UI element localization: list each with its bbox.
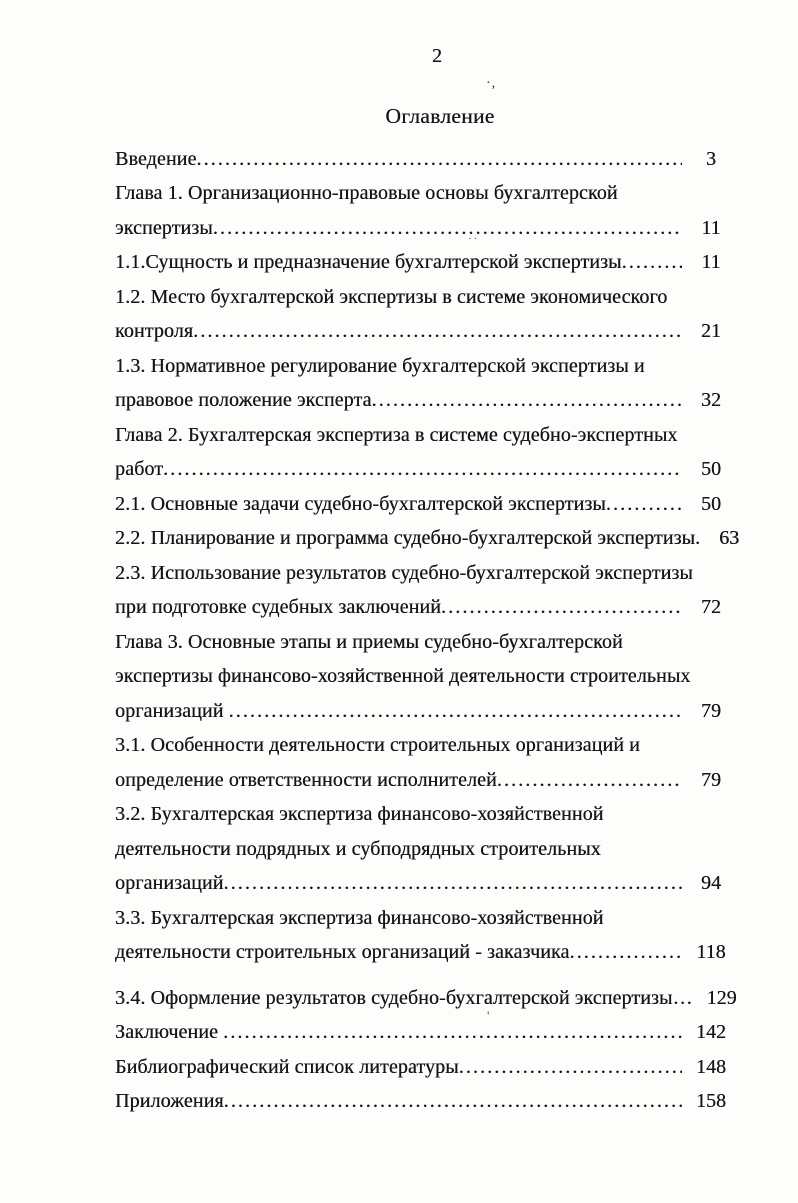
toc-entry-text: 1.2. Место бухгалтерской экспертизы в системе экономического: [115, 285, 668, 308]
toc-entry-text: правовое положение эксперта: [115, 389, 372, 411]
toc-entry-text: контроля: [115, 320, 194, 342]
toc-entry-page: 11: [701, 251, 721, 273]
toc-entry-page: 21: [701, 320, 721, 342]
toc-row: [115, 763, 740, 798]
toc-row: [115, 590, 740, 625]
toc-entry-page: 63: [719, 527, 740, 549]
toc-entry-text: при подготовке судебных заключений: [115, 596, 441, 618]
dot-leader: [229, 694, 682, 729]
toc-row: [115, 452, 740, 487]
dot-leader: [223, 1015, 682, 1050]
toc-entry-text: Приложения: [115, 1090, 224, 1112]
toc-row: [115, 935, 740, 970]
toc-row: [115, 866, 740, 901]
toc-entry-text: Библиографический список литературы: [115, 1055, 459, 1078]
toc-row: [115, 418, 740, 453]
toc-list: [115, 142, 740, 1119]
scan-speck: ': [487, 1008, 490, 1023]
toc-entry-page: 158: [696, 1090, 726, 1112]
page-number: 2: [432, 45, 442, 67]
toc-entry-page: 79: [701, 768, 721, 791]
dot-leader: [163, 452, 682, 487]
toc-entry-text: работ: [115, 458, 164, 480]
dot-leader: [224, 1084, 682, 1119]
toc-row: [115, 728, 740, 763]
toc-row: [115, 383, 740, 418]
toc-entry-text: 2.2. Планирование и программа судебно-бухгалтерской экспертизы.: [115, 527, 701, 549]
toc-row: [115, 487, 740, 522]
dot-leader: [497, 763, 682, 798]
toc-entry-page: 50: [701, 458, 721, 480]
dot-leader: [569, 935, 682, 970]
toc-row: [115, 694, 740, 729]
toc-entry-text: Заключение: [115, 1021, 224, 1043]
toc-entry-page: 50: [701, 492, 721, 515]
dot-leader: [441, 590, 682, 625]
toc-row: [115, 245, 740, 280]
toc-row: [115, 349, 740, 384]
toc-row: [115, 832, 740, 867]
dot-leader: [196, 142, 682, 177]
toc-row: [115, 556, 740, 591]
toc-entry-text: деятельности строительных организаций - заказчика: [115, 941, 570, 963]
toc-row: [115, 211, 740, 246]
toc-entry-text: Введение: [115, 147, 197, 170]
toc-entry-text: 2.1. Основные задачи судебно-бухгалтерской экспертизы: [115, 492, 606, 515]
dot-leader: [622, 245, 682, 280]
toc-row: [115, 659, 740, 694]
toc-entry-page: 129: [706, 986, 737, 1009]
scan-speck: ··: [468, 233, 480, 245]
toc-row: [115, 280, 740, 315]
toc-row: [115, 625, 740, 660]
toc-entry-page: 3: [706, 147, 716, 170]
dot-leader: [223, 866, 682, 901]
toc-row: [115, 176, 740, 211]
toc-row: [115, 314, 740, 349]
dot-leader: [606, 487, 682, 522]
dot-leader: [459, 1050, 682, 1085]
toc-entry-text: Глава 1. Организационно-правовые основы бухгалтерской: [115, 182, 618, 204]
toc-entry-text: 3.3. Бухгалтерская экспертиза финансово-хозяйственной: [115, 906, 604, 929]
toc-row: [115, 797, 740, 832]
toc-entry-text: организаций: [115, 872, 224, 894]
toc-entry-page: 118: [696, 941, 726, 963]
toc-entry-page: 142: [696, 1021, 726, 1043]
toc-entry-text: определение ответственности исполнителей: [115, 768, 497, 791]
toc-entry-page: 72: [701, 596, 721, 618]
toc-row: [115, 1050, 740, 1085]
toc-entry-page: 79: [701, 699, 721, 722]
toc-entry-text: 3.1. Особенности деятельности строительных организаций и: [115, 734, 640, 756]
toc-row: [115, 1084, 740, 1119]
toc-entry-text: Глава 3. Основные этапы и приемы судебно-бухгалтерской: [115, 630, 623, 653]
toc-entry-text: 3.2. Бухгалтерская экспертиза финансово-хозяйственной: [115, 803, 604, 825]
toc-entry-page: 148: [696, 1055, 726, 1078]
toc-entry-page: 94: [701, 872, 721, 894]
toc-entry-text: 2.3. Использование результатов судебно-бухгалтерской экспертизы: [115, 561, 693, 584]
toc-entry-text: 1.1.Сущность и предназначение бухгалтерской экспертизы: [115, 251, 622, 273]
toc-entry-page: 11: [701, 216, 721, 239]
toc-row: [115, 901, 740, 936]
toc-row: [115, 142, 740, 177]
dot-leader: [213, 211, 682, 246]
toc-entry-page: 32: [701, 389, 721, 411]
toc-entry-text: Глава 2. Бухгалтерская экспертиза в системе судебно-экспертных: [115, 423, 678, 446]
toc-row: [115, 521, 740, 556]
toc-row: [115, 1015, 740, 1050]
toc-entry-text: экспертизы: [115, 216, 213, 239]
dot-leader: [193, 314, 682, 349]
toc-row: [115, 981, 740, 1016]
toc-entry-text: экспертизы финансово-хозяйственной деятельности строительных: [115, 665, 691, 687]
toc-title: Оглавление: [385, 104, 495, 128]
toc-entry-text: организаций: [115, 699, 229, 722]
toc-entry-text: деятельности подрядных и субподрядных строительных: [115, 837, 601, 860]
toc-entry-text: 1.3. Нормативное регулирование бухгалтерской экспертизы и: [115, 354, 645, 377]
dot-leader: [372, 383, 682, 418]
toc-entry-text: 3.4. Оформление результатов судебно-бухгалтерской экспертизы…: [115, 986, 693, 1009]
scan-speck: ·,: [486, 76, 497, 91]
